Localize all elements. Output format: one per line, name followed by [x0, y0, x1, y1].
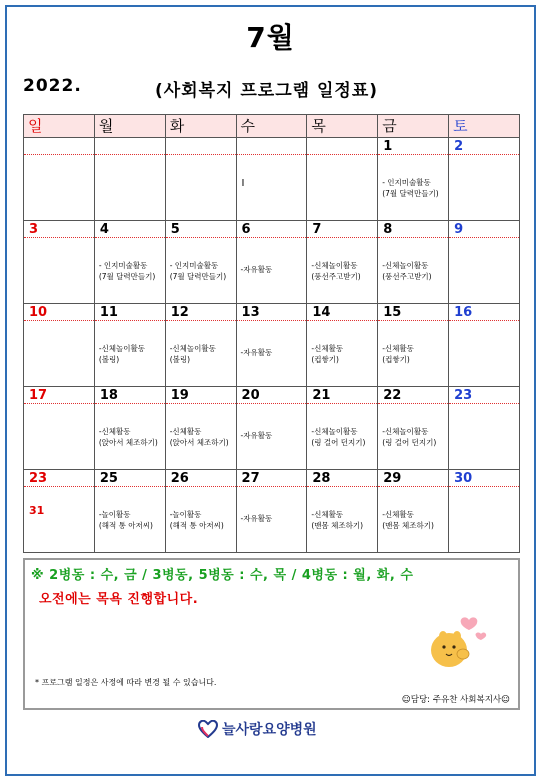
activity-name: -신체놀이활동	[311, 261, 358, 270]
day-number: 3	[24, 221, 94, 238]
weekday-thu: 목	[307, 115, 378, 138]
day-number: 6	[237, 221, 307, 238]
manager-label: ☺담당: 주유찬 사회복지사☺	[401, 695, 510, 705]
day-number: 23	[449, 387, 519, 404]
day-cell	[165, 470, 236, 553]
day-cell	[165, 304, 236, 387]
activity-detail: (앉아서 체조하기)	[169, 438, 229, 447]
activity-name: -신체놀이활동	[169, 344, 216, 353]
day-number: 1	[378, 138, 448, 155]
day-number: 2	[449, 138, 519, 155]
day-cell	[94, 470, 165, 553]
day-number: 27	[237, 470, 307, 487]
day-number: 30	[449, 470, 519, 487]
activity-detail: (앉아서 체조하기)	[98, 438, 158, 447]
day-cell	[94, 304, 165, 387]
activity-name: -신체놀이활동	[311, 427, 358, 436]
hospital-name: 늘사랑요양병원	[222, 722, 317, 738]
activity-name: -신체활동	[98, 427, 131, 436]
day-cell	[307, 138, 378, 221]
day-cell	[236, 138, 307, 221]
day-number	[95, 138, 165, 155]
activity-detail: (컵쌓기)	[311, 355, 339, 364]
activity-name: - 인지미술활동	[98, 261, 148, 270]
day-number: 8	[378, 221, 448, 238]
day-cell	[449, 304, 520, 387]
weekday-header-row	[24, 115, 520, 138]
day-number: 10	[24, 304, 94, 321]
activity-detail: (풍선주고받기)	[311, 272, 361, 281]
day-cell	[307, 470, 378, 553]
week-row	[24, 470, 520, 553]
day-number: 29	[378, 470, 448, 487]
activity-name: -신체활동	[311, 344, 344, 353]
day-cell	[378, 221, 449, 304]
ward-schedule-note: ※ 2병동 : 수, 금 / 3병동, 5병동 : 수, 목 / 4병동 : 월, 화, 수	[31, 568, 414, 583]
day-cell	[307, 304, 378, 387]
day-number: 28	[307, 470, 377, 487]
activity-name: -자유활동	[240, 514, 273, 523]
activity-detail: (해적 통 아저씨)	[98, 521, 153, 530]
text-cursor-mark: I	[241, 178, 245, 189]
day-number: 14	[307, 304, 377, 321]
day-number: 20	[237, 387, 307, 404]
program-title: (사회복지 프로그램 일정표)	[155, 81, 379, 101]
weekday-fri: 금	[378, 115, 449, 138]
day-cell	[307, 221, 378, 304]
week-row	[24, 138, 520, 221]
day-cell	[165, 387, 236, 470]
day-number: 26	[166, 470, 236, 487]
activity-detail: (맨몸 체조하기)	[382, 521, 434, 530]
heart-logo-icon	[198, 720, 218, 738]
day-cell	[449, 221, 520, 304]
day-cell	[94, 138, 165, 221]
day-number	[307, 138, 377, 155]
day-number: 19	[166, 387, 236, 404]
day-number: 7	[307, 221, 377, 238]
weekday-sun: 일	[24, 115, 95, 138]
activity-name: -신체활동	[382, 344, 414, 353]
mascot-illustration-icon	[423, 614, 491, 672]
day-cell	[378, 304, 449, 387]
activity-name: - 인지미술활동	[169, 261, 219, 270]
weekday-sat: 토	[449, 115, 520, 138]
activity-name: -신체놀이활동	[98, 344, 146, 353]
day-cell	[94, 387, 165, 470]
day-number: 11	[95, 304, 165, 321]
day-cell	[24, 470, 95, 553]
day-cell	[236, 387, 307, 470]
day-number: 22	[378, 387, 448, 404]
change-notice: * 프로그램 일정은 사정에 따라 변경 될 수 있습니다.	[35, 678, 217, 687]
day-cell	[449, 470, 520, 553]
day-number	[24, 138, 94, 155]
activity-detail: (해적 통 아저씨)	[169, 521, 224, 530]
day-cell	[236, 221, 307, 304]
notes-box	[23, 558, 520, 710]
activity-detail: (풍선주고받기)	[382, 272, 432, 281]
weekday-mon: 월	[94, 115, 165, 138]
bath-note: 오전에는 목욕 진행합니다.	[39, 592, 199, 607]
activity-name: -자유활동	[240, 265, 273, 274]
extra-day-number: 31	[29, 504, 45, 517]
day-cell	[449, 138, 520, 221]
month-title: 7월	[246, 21, 295, 54]
activity-detail: (맨몸 체조하기)	[311, 521, 364, 530]
day-number: 16	[449, 304, 519, 321]
day-cell	[24, 138, 95, 221]
activity-detail: (볼링)	[169, 355, 191, 364]
activity-detail: (7월 달력만들기)	[382, 189, 439, 198]
weekday-tue: 화	[165, 115, 236, 138]
day-cell	[236, 470, 307, 553]
activity-detail: (볼링)	[98, 355, 120, 364]
calendar-table	[23, 114, 520, 553]
day-number: 4	[95, 221, 165, 238]
day-number	[166, 138, 236, 155]
week-row	[24, 221, 520, 304]
activity-name: -자유활동	[240, 431, 273, 440]
day-number: 5	[166, 221, 236, 238]
activity-name: -신체활동	[382, 510, 414, 519]
day-cell	[24, 387, 95, 470]
activity-name: -신체활동	[169, 427, 202, 436]
day-cell	[24, 221, 95, 304]
week-row	[24, 387, 520, 470]
activity-detail: (링 걸어 던지기)	[311, 438, 366, 447]
week-row	[24, 304, 520, 387]
activity-name: -신체놀이활동	[382, 427, 429, 436]
day-cell	[24, 304, 95, 387]
day-number: 23	[24, 470, 94, 487]
activity-detail: (링 걸어 던지기)	[382, 438, 437, 447]
activity-detail: (컵쌓기)	[382, 355, 410, 364]
weekday-wed: 수	[236, 115, 307, 138]
day-cell	[94, 221, 165, 304]
day-cell	[378, 470, 449, 553]
day-cell	[307, 387, 378, 470]
day-number: 13	[237, 304, 307, 321]
day-number: 15	[378, 304, 448, 321]
activity-detail: (7월 달력만들기)	[169, 272, 227, 281]
activity-detail: (7월 달력만들기)	[98, 272, 156, 281]
activity-name: -신체활동	[311, 510, 344, 519]
activity-name: -신체놀이활동	[382, 261, 429, 270]
day-number: 17	[24, 387, 94, 404]
year-label: 2022.	[23, 76, 82, 96]
activity-name: -놀이활동	[98, 510, 131, 519]
day-cell	[165, 221, 236, 304]
activity-name: -놀이활동	[169, 510, 202, 519]
day-cell	[236, 304, 307, 387]
activity-name: -자유활동	[240, 348, 273, 357]
day-cell	[378, 387, 449, 470]
activity-name: - 인지미술활동	[382, 178, 431, 187]
day-cell	[165, 138, 236, 221]
day-cell	[378, 138, 449, 221]
day-number: 9	[449, 221, 519, 238]
day-number: 12	[166, 304, 236, 321]
day-number: 25	[95, 470, 165, 487]
hospital-logo	[198, 717, 317, 741]
day-cell	[449, 387, 520, 470]
day-number: 18	[95, 387, 165, 404]
day-number: 21	[307, 387, 377, 404]
day-number	[237, 138, 307, 155]
